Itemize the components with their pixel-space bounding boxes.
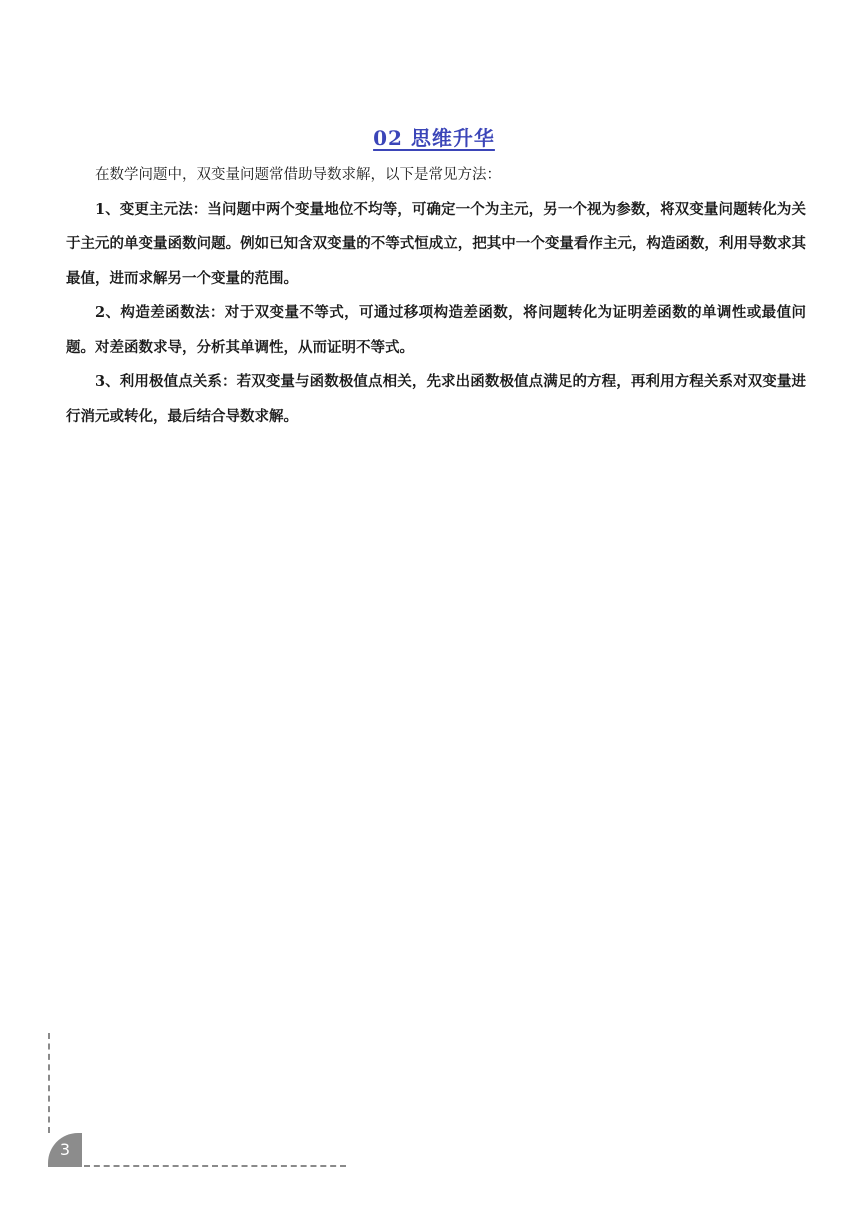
section-title: 02 思维升华 bbox=[373, 126, 495, 150]
page-number: 3 bbox=[59, 1140, 71, 1159]
intro-paragraph: 在数学问题中，双变量问题常借助导数求解，以下是常见方法： bbox=[95, 167, 501, 183]
method-3-paragraph: 3、利用极值点关系：若双变量与函数极值点相关，先求出函数极值点满足的方程，再利用方程关系对双变量进行消元或转化，最后结合导数求解。 bbox=[66, 373, 806, 425]
method-2-paragraph: 2、构造差函数法：对于双变量不等式，可通过移项构造差函数，将问题转化为证明差函数的单调性或最值问题。对差函数求导，分析其单调性，从而证明不等式。 bbox=[66, 304, 806, 356]
margin-dashed-line-horizontal bbox=[84, 1165, 346, 1167]
margin-dashed-line-vertical bbox=[48, 1033, 50, 1133]
content-body bbox=[66, 158, 806, 434]
method-1-paragraph: 1、变更主元法：当问题中两个变量地位不均等，可确定一个为主元，另一个视为参数，将双变量问题转化为关于主元的单变量函数问题。例如已知含双变量的不等式恒成立，把其中一个变量看作主元，构造函数，利用导数求其最值，进而求解另一个变量的范围。 bbox=[66, 200, 806, 287]
